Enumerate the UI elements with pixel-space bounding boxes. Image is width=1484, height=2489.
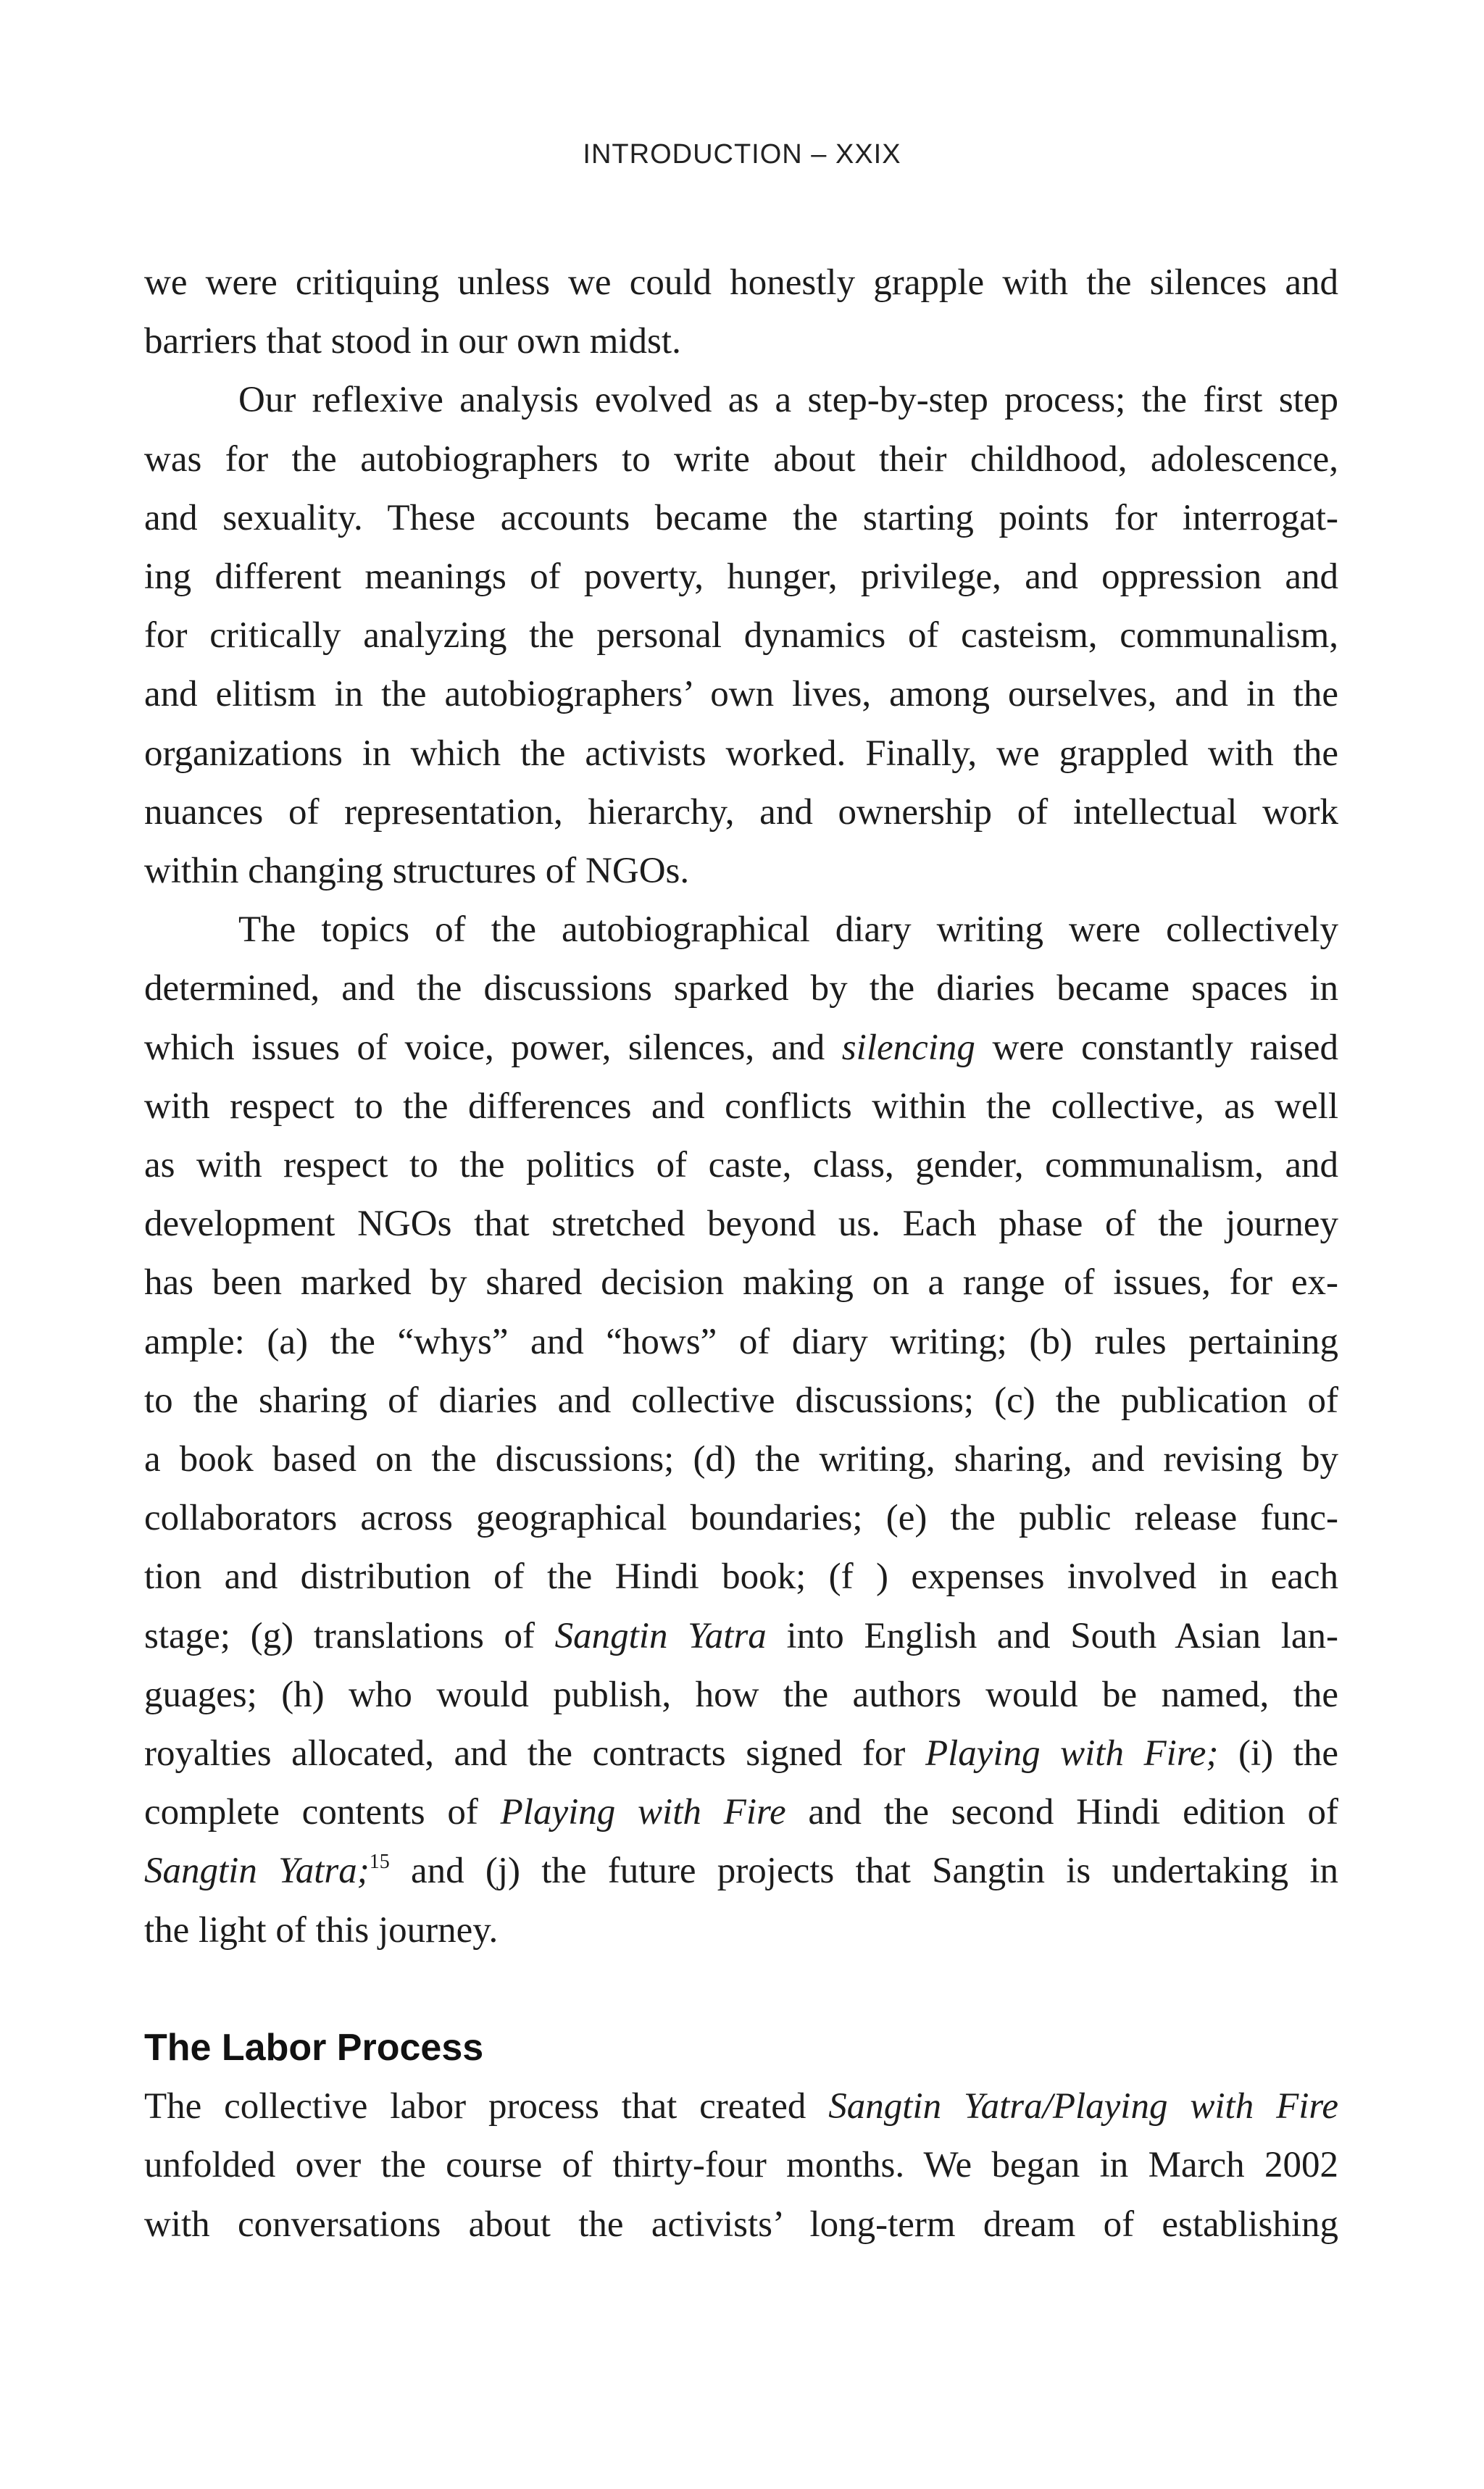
text-run: into English and South Asian lan-: [766, 1615, 1338, 1656]
text-run: and the second Hindi edition of: [785, 1792, 1339, 1833]
text-line: unfolded over the course of thirty-four months. We began in March 2002: [144, 2145, 1338, 2186]
text-run: (i) the: [1218, 1733, 1338, 1775]
text-line: determined, and the discussions sparked by the diaries became spaces in: [144, 968, 1338, 1009]
text-line: as with respect to the politics of caste, class, gender, communalism, and: [144, 1145, 1338, 1186]
text-line: collaborators across geographical boundaries; (e) the public release func-: [144, 1498, 1338, 1539]
text-line: The topics of the autobiographical diary writing were collectively: [238, 909, 1338, 951]
text-line: [144, 1607, 1338, 1666]
text-line: has been marked by shared decision making on a range of issues, for ex-: [144, 1262, 1338, 1304]
text-line: organizations in which the activists worked. Finally, we grappled with the: [144, 733, 1338, 774]
text-line: [144, 1842, 1338, 1901]
text-line: we were critiquing unless we could honestly grapple with the silences and: [144, 262, 1338, 303]
text-line: [144, 2077, 1338, 2136]
text-line: to the sharing of diaries and collective discussions; (c) the publication of: [144, 1380, 1338, 1421]
section-heading: The Labor Process: [144, 2026, 484, 2069]
text-line: [144, 1019, 1338, 1077]
text-run: were constantly raised: [975, 1027, 1338, 1068]
running-head: INTRODUCTION – XXIX: [583, 139, 901, 170]
text-run: stage; (g) translations of: [144, 1615, 555, 1656]
text-line: ample: (a) the “whys” and “hows” of diary writing; (b) rules pertaining: [144, 1321, 1338, 1362]
text-line: barriers that stood in our own midst.: [144, 321, 681, 362]
text-line: development NGOs that stretched beyond us. Each phase of the journey: [144, 1204, 1338, 1245]
text-line: [144, 1783, 1338, 1842]
book-title: Playing with Fire;: [925, 1733, 1219, 1775]
text-run: The collective labor process that created: [144, 2086, 829, 2127]
text-run: and (j) the future projects that Sangtin is undertaking in: [389, 1851, 1338, 1892]
text-line: was for the autobiographers to write about their childhood, adolescence,: [144, 438, 1338, 480]
text-line: with respect to the differences and conflicts within the collective, as well: [144, 1085, 1338, 1127]
book-title: Playing with Fire: [500, 1792, 786, 1833]
text-line: nuances of representation, hierarchy, and ownership of intellectual work: [144, 791, 1338, 833]
text-line: guages; (h) who would publish, how the authors would be named, the: [144, 1674, 1338, 1715]
text-run: which issues of voice, power, silences, and: [144, 1027, 842, 1068]
section-spacer: [144, 1960, 1338, 2019]
text-line: a book based on the discussions; (d) the writing, sharing, and revising by: [144, 1439, 1338, 1480]
italic-term: silencing: [841, 1027, 975, 1068]
book-title: Sangtin Yatra;: [144, 1851, 370, 1892]
body-text: [144, 254, 1338, 2254]
text-run: complete contents of: [144, 1792, 501, 1833]
text-line: and elitism in the autobiographers’ own lives, among ourselves, and in the: [144, 674, 1338, 715]
book-title: Sangtin Yatra/Playing with Fire: [828, 2086, 1338, 2127]
text-line: for critically analyzing the personal dynamics of casteism, communalism,: [144, 615, 1338, 656]
text-line: ing different meanings of poverty, hunger, privilege, and oppression and: [144, 556, 1338, 598]
book-title: Sangtin Yatra: [554, 1615, 767, 1656]
text-line: tion and distribution of the Hindi book; (f ) expenses involved in each: [144, 1556, 1338, 1598]
text-line: [144, 1725, 1338, 1783]
text-line: with conversations about the activists’ long-term dream of establishing: [144, 2204, 1338, 2245]
text-line: Our reflexive analysis evolved as a step-by-step process; the first step: [238, 380, 1338, 421]
footnote-ref[interactable]: 15: [369, 1851, 390, 1874]
text-run: royalties allocated, and the contracts signed for: [144, 1733, 925, 1775]
text-line: the light of this journey.: [144, 1909, 499, 1951]
text-line: within changing structures of NGOs.: [144, 851, 690, 892]
text-line: and sexuality. These accounts became the starting points for interrogat-: [144, 497, 1338, 538]
